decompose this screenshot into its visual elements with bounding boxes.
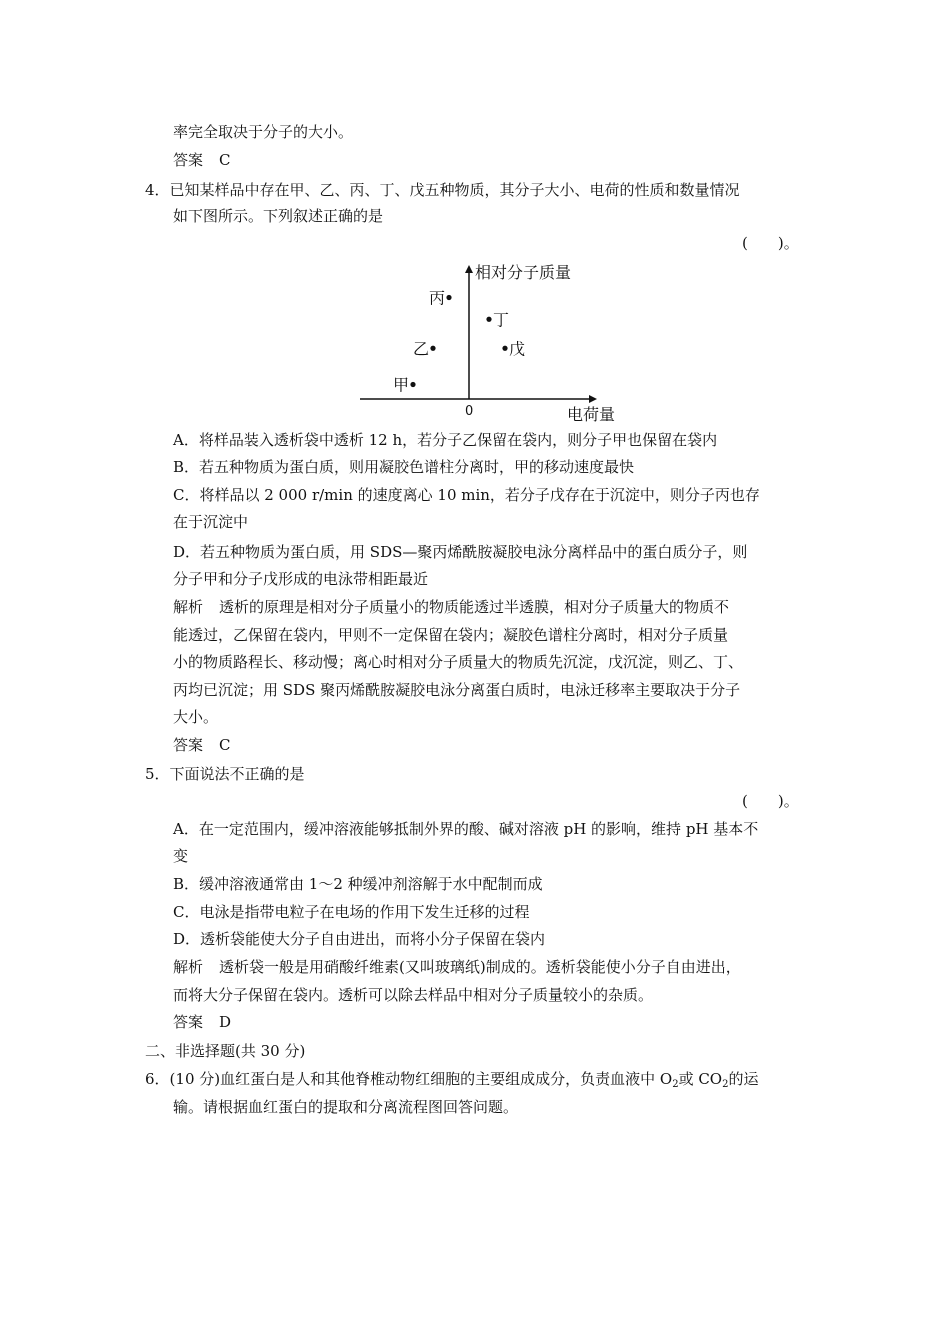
answer-value: C	[219, 151, 231, 169]
q4-option-d-line1: D．若五种物质为蛋白质，用 SDS—聚丙烯酰胺凝胶电泳分离样品中的蛋白质分子，则	[173, 543, 748, 561]
q4-option-c-line2: 在于沉淀中	[173, 513, 249, 531]
q4-stem-line2: 如下图所示。下列叙述正确的是	[173, 207, 384, 225]
answer-value: C	[219, 736, 231, 754]
answer-value: D	[219, 1013, 232, 1031]
point-label-1: 丁	[493, 310, 510, 330]
q5-option-a-line1: A．在一定范围内，缓冲溶液能够抵制外界的酸、碱对溶液 pH 的影响，维持 pH 基本不	[173, 820, 759, 838]
prev-continuation: 率完全取决于分子的大小。	[173, 123, 354, 141]
prev-answer	[173, 150, 231, 170]
q4-option-c-line1: C．将样品以 2 000 r/min 的速度离心 10 min，若分子戊存在于沉淀中，则分子丙也存	[173, 486, 760, 504]
q4-answer	[173, 735, 231, 755]
q5-option-a-line2: 变	[173, 847, 189, 865]
data-points	[393, 289, 525, 395]
point-1	[486, 317, 491, 322]
q4-option-d-line2: 分子甲和分子戊形成的电泳带相距最近	[173, 570, 429, 588]
q4-analysis-line3: 小的物质路程长、移动慢；离心时相对分子质量大的物质先沉淀，戊沉淀，则乙、丁、	[173, 653, 744, 671]
analysis-label: 解析	[173, 598, 204, 616]
q5-stem: 5．下面说法不正确的是	[145, 765, 305, 783]
analysis-label: 解析	[173, 958, 204, 976]
point-label-2: 乙	[412, 339, 429, 359]
answer-label: 答案	[173, 1013, 204, 1031]
q4-figure	[355, 255, 635, 430]
q5-analysis-line1: 解析 透析袋一般是用硝酸纤维素(又叫玻璃纸)制成的。透析袋能使小分子自由进出，	[173, 958, 741, 976]
q5-option-c: C．电泳是指带电粒子在电场的作用下发生迁移的过程	[173, 903, 530, 921]
point-4	[410, 382, 415, 387]
q4-option-b: B．若五种物质为蛋白质，则用凝胶色谱柱分离时，甲的移动速度最快	[173, 458, 635, 476]
answer-label: 答案	[173, 736, 204, 754]
point-label-4: 甲	[392, 375, 409, 395]
q4-stem-line1: 4．已知某样品中存在甲、乙、丙、丁、戊五种物质，其分子大小、电荷的性质和数量情况	[145, 181, 740, 199]
q5-option-b: B．缓冲溶液通常由 1～2 种缓冲剂溶解于水中配制而成	[173, 875, 543, 893]
q4-answer-paren: ( )。	[742, 234, 799, 252]
y-axis-label: 相对分子质量	[475, 263, 572, 282]
origin-label: 0	[465, 404, 474, 419]
q5-analysis-line2: 而将大分子保留在袋内。透析可以除去样品中相对分子质量较小的杂质。	[173, 986, 654, 1004]
point-2	[430, 346, 435, 351]
q4-analysis-line4: 丙均已沉淀；用 SDS 聚丙烯酰胺凝胶电泳分离蛋白质时，电泳迁移率主要取决于分子	[173, 681, 741, 699]
q5-answer-paren: ( )。	[742, 792, 799, 810]
q6-number: 6．	[145, 1070, 170, 1088]
q4-option-a: A．将样品装入透析袋中透析 12 h，若分子乙保留在袋内，则分子甲也保留在袋内	[173, 431, 718, 449]
answer-label: 答案	[173, 151, 204, 169]
point-0	[446, 295, 451, 300]
point-3	[502, 346, 507, 351]
q5-option-d: D．透析袋能使大分子自由进出，而将小分子保留在袋内	[173, 930, 546, 948]
q4-number: 4．	[145, 181, 170, 199]
q4-analysis-line2: 能透过，乙保留在袋内，甲则不一定保留在袋内；凝胶色谱柱分离时，相对分子质量	[173, 626, 729, 644]
point-label-3: 戊	[509, 339, 526, 359]
q4-analysis-line5: 大小。	[173, 708, 219, 726]
x-axis-label: 电荷量	[567, 405, 616, 424]
q5-answer	[173, 1012, 231, 1032]
q5-number: 5．	[145, 765, 170, 783]
section-heading: 二、非选择题(共 30 分)	[145, 1042, 306, 1060]
point-label-0: 丙	[428, 288, 445, 308]
q6-line2: 输。请根据血红蛋白的提取和分离流程图回答问题。	[173, 1098, 519, 1116]
q4-analysis-line1: 解析 透析的原理是相对分子质量小的物质能透过半透膜，相对分子质量大的物质不	[173, 598, 730, 616]
q6-line1: 6．(10 分)血红蛋白是人和其他脊椎动物红细胞的主要组成成分，负责血液中 $O_2$或 $CO_2$的运	[145, 1070, 759, 1090]
